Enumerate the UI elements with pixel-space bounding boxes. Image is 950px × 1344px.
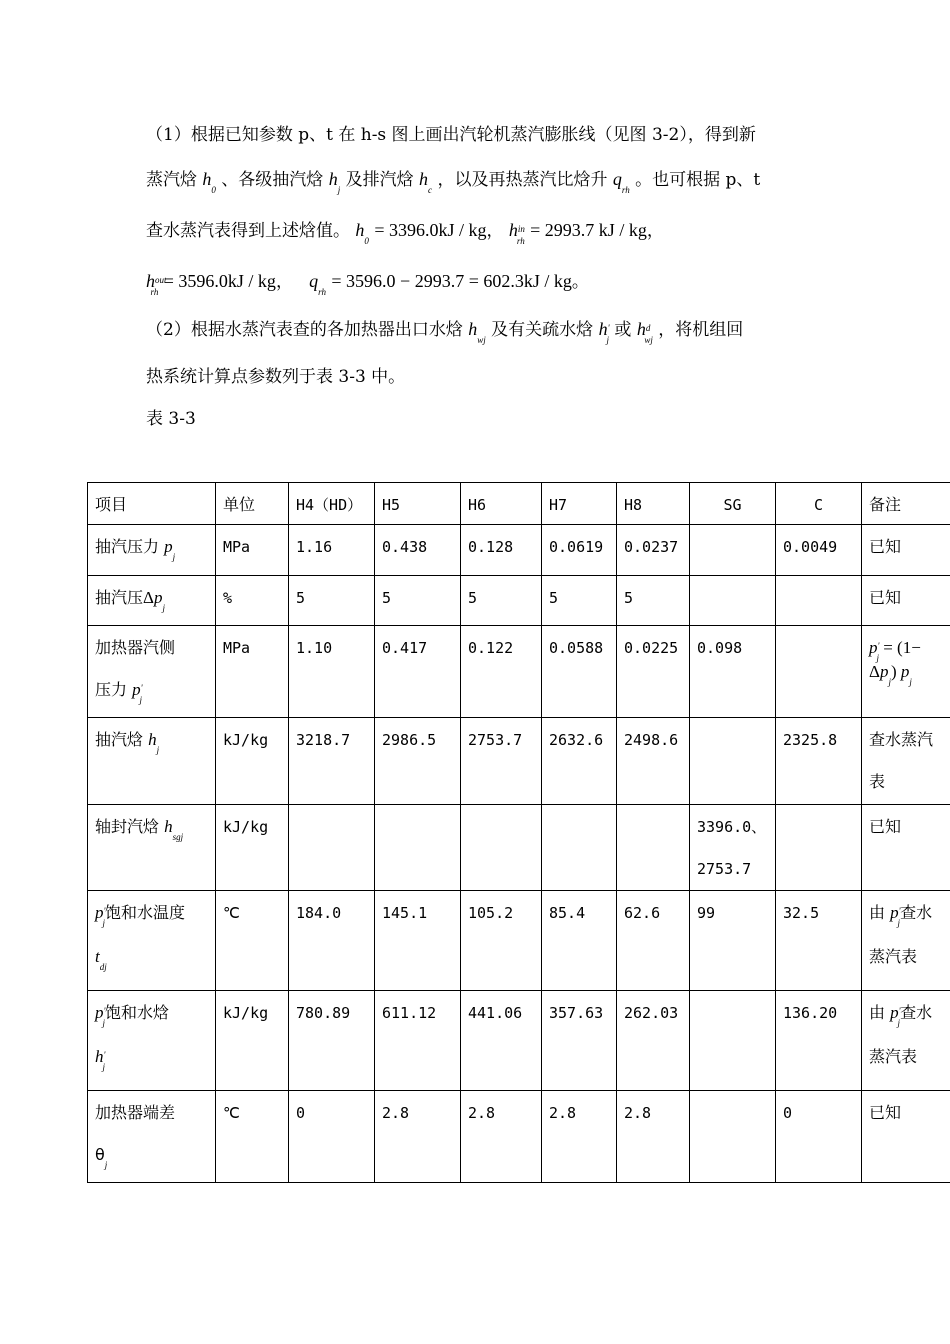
symbol-hwj: $h_{wj}$ bbox=[468, 319, 486, 345]
symbol-qrh: $q_{rh}$ bbox=[309, 271, 326, 297]
table-header-row bbox=[88, 483, 950, 525]
cell: 5 bbox=[542, 576, 617, 626]
paragraph-1-line-3: 查水蒸汽表得到上述焓值。 $h_0 = 3396.0kJ$ / kg， $h^{in}_{rh} = 2993.7$ kJ / kg， bbox=[146, 220, 664, 246]
cell: 0 bbox=[289, 1091, 375, 1183]
row-item: 加热器端差 $\theta_j$ bbox=[88, 1091, 216, 1183]
cell bbox=[690, 1091, 776, 1183]
header-h6: H6 bbox=[461, 483, 542, 525]
row-item: 抽汽压力 $p_j$ bbox=[88, 525, 216, 576]
text-fragment: （2）根据水蒸汽表查的各加热器出口水焓 bbox=[146, 320, 463, 340]
cell: 2.8 bbox=[375, 1091, 461, 1183]
cell bbox=[289, 805, 375, 891]
row-note: 已知 bbox=[862, 805, 950, 891]
paragraph-2-line-1 bbox=[146, 318, 926, 343]
cell: 105.2 bbox=[461, 891, 542, 991]
text-fragment: 蒸汽焓 bbox=[146, 170, 197, 190]
cell bbox=[776, 805, 862, 891]
cell: 357.63 bbox=[542, 991, 617, 1091]
cell: 780.89 bbox=[289, 991, 375, 1091]
row-note: $p'_j = (1-$ $\Delta p_j$) $p_j$ bbox=[862, 626, 950, 718]
cell bbox=[690, 576, 776, 626]
cell: 136.20 bbox=[776, 991, 862, 1091]
row-unit: MPa bbox=[216, 525, 289, 576]
row-note: 已知 bbox=[862, 525, 950, 576]
cell: 99 bbox=[690, 891, 776, 991]
cell: 2325.8 bbox=[776, 718, 862, 805]
cell: 0.417 bbox=[375, 626, 461, 718]
cell: 0.122 bbox=[461, 626, 542, 718]
row-note: 已知 bbox=[862, 576, 950, 626]
cell: 2986.5 bbox=[375, 718, 461, 805]
table-row bbox=[88, 576, 950, 626]
header-c: C bbox=[776, 483, 862, 525]
paragraph-2-line-2: 热系统计算点参数列于表 3-3 中。 bbox=[146, 367, 406, 387]
paragraph-1-line-2 bbox=[146, 168, 926, 193]
equation-hrh-out: = 3596.0kJ / kg bbox=[163, 271, 276, 291]
text-fragment: 或 bbox=[614, 320, 632, 340]
row-unit: ℃ bbox=[216, 1091, 289, 1183]
header-sg: SG bbox=[690, 483, 776, 525]
symbol-hrh-in: $h^{in}_{rh}$ bbox=[508, 220, 525, 246]
row-unit: kJ/kg bbox=[216, 805, 289, 891]
cell: 262.03 bbox=[617, 991, 690, 1091]
table-row bbox=[88, 1091, 950, 1183]
row-unit: kJ/kg bbox=[216, 991, 289, 1091]
cell bbox=[776, 576, 862, 626]
symbol-hrh-out: $h^{out}_{rh}$ bbox=[146, 271, 167, 297]
cell: 2632.6 bbox=[542, 718, 617, 805]
row-unit: ℃ bbox=[216, 891, 289, 991]
header-note: 备注 bbox=[862, 483, 950, 525]
cell: 0.0225 bbox=[617, 626, 690, 718]
table-row bbox=[88, 626, 950, 718]
symbol-hj-prime: $h'_j$ bbox=[598, 319, 610, 345]
header-item: 项目 bbox=[88, 483, 216, 525]
cell: 2.8 bbox=[617, 1091, 690, 1183]
cell: 0.128 bbox=[461, 525, 542, 576]
cell: 1.10 bbox=[289, 626, 375, 718]
cell bbox=[690, 718, 776, 805]
cell bbox=[617, 805, 690, 891]
text-fragment: 及有关疏水焓 bbox=[491, 320, 594, 340]
row-note: 由 $p'_j$查水 蒸汽表 bbox=[862, 991, 950, 1091]
row-item: 抽汽压$\Delta p_j$ bbox=[88, 576, 216, 626]
cell bbox=[776, 626, 862, 718]
symbol-hc: $h_c$ bbox=[419, 169, 433, 195]
row-note: 查水蒸汽 表 bbox=[862, 718, 950, 805]
paragraph-1-line-4: $h^{out}_{rh} = 3596.0kJ$ / kg， $q_{rh} = 3596.0 - 2993.7 = 602.3kJ$ / kg。 bbox=[146, 271, 589, 297]
cell: 85.4 bbox=[542, 891, 617, 991]
equation-hrh-in: = 2993.7 kJ / kg bbox=[530, 220, 647, 240]
equation-qrh: = 3596.0 − 2993.7 = 602.3kJ / kg bbox=[331, 271, 572, 291]
row-unit: MPa bbox=[216, 626, 289, 718]
header-h7: H7 bbox=[542, 483, 617, 525]
text-fragment: ，将机组回 bbox=[658, 320, 744, 340]
cell: 1.16 bbox=[289, 525, 375, 576]
row-unit: kJ/kg bbox=[216, 718, 289, 805]
symbol-hj: $h_j$ bbox=[328, 169, 341, 195]
cell: 2498.6 bbox=[617, 718, 690, 805]
table-row bbox=[88, 718, 950, 805]
cell: 0.0237 bbox=[617, 525, 690, 576]
cell: 3396.0、 2753.7 bbox=[690, 805, 776, 891]
cell: 2.8 bbox=[461, 1091, 542, 1183]
cell: 0 bbox=[776, 1091, 862, 1183]
cell: 5 bbox=[289, 576, 375, 626]
cell: 2.8 bbox=[542, 1091, 617, 1183]
cell: 2753.7 bbox=[461, 718, 542, 805]
cell: 441.06 bbox=[461, 991, 542, 1091]
cell: 5 bbox=[617, 576, 690, 626]
cell: 0.098 bbox=[690, 626, 776, 718]
cell: 0.0049 bbox=[776, 525, 862, 576]
row-item: $p'_j$饱和水温度 $t_{dj}$ bbox=[88, 891, 216, 991]
cell: 62.6 bbox=[617, 891, 690, 991]
cell: 5 bbox=[461, 576, 542, 626]
cell: 3218.7 bbox=[289, 718, 375, 805]
row-item: 抽汽焓 $h_j$ bbox=[88, 718, 216, 805]
cell: 0.0619 bbox=[542, 525, 617, 576]
cell: 0.438 bbox=[375, 525, 461, 576]
cell: 184.0 bbox=[289, 891, 375, 991]
text-fragment: 及排汽焓 bbox=[345, 170, 414, 190]
table-caption: 表 3-3 bbox=[146, 409, 196, 429]
cell: 0.0588 bbox=[542, 626, 617, 718]
text-fragment: 查水蒸汽表得到上述焓值。 bbox=[146, 221, 350, 241]
row-note: 由 $p'_j$查水 蒸汽表 bbox=[862, 891, 950, 991]
text-fragment: ，以及再热蒸汽比焓升 bbox=[437, 170, 608, 190]
text-fragment: 、各级抽汽焓 bbox=[221, 170, 324, 190]
symbol-h0: $h_0$ bbox=[202, 169, 216, 195]
header-h5: H5 bbox=[375, 483, 461, 525]
table-row bbox=[88, 525, 950, 576]
table-row bbox=[88, 805, 950, 891]
symbol-qrh: $q_{rh}$ bbox=[612, 169, 630, 195]
cell: 32.5 bbox=[776, 891, 862, 991]
text-fragment: 。也可根据 p、t bbox=[635, 170, 761, 190]
symbol-h0: $h_0$ bbox=[355, 220, 369, 246]
symbol-hd-wj: $h^d_{wj}$ bbox=[636, 319, 653, 345]
equation-h0: = 3396.0kJ / kg bbox=[374, 220, 487, 240]
cell bbox=[542, 805, 617, 891]
cell: 611.12 bbox=[375, 991, 461, 1091]
header-unit: 单位 bbox=[216, 483, 289, 525]
header-h8: H8 bbox=[617, 483, 690, 525]
cell: 5 bbox=[375, 576, 461, 626]
row-item: 加热器汽侧 压力 $p'_j$ bbox=[88, 626, 216, 718]
header-h4: H4（HD） bbox=[289, 483, 375, 525]
paragraph-1-line-1: （1）根据已知参数 p、t 在 h-s 图上画出汽轮机蒸汽膨胀线（见图 3-2），得到新 bbox=[146, 125, 756, 145]
cell: 145.1 bbox=[375, 891, 461, 991]
cell bbox=[690, 991, 776, 1091]
row-item: 轴封汽焓 $h_{sgj}$ bbox=[88, 805, 216, 891]
row-unit: % bbox=[216, 576, 289, 626]
row-note: 已知 bbox=[862, 1091, 950, 1183]
cell bbox=[375, 805, 461, 891]
table-row bbox=[88, 891, 950, 991]
cell bbox=[461, 805, 542, 891]
table-row bbox=[88, 991, 950, 1091]
row-item: $p'_j$饱和水焓 $h'_j$ bbox=[88, 991, 216, 1091]
cell bbox=[690, 525, 776, 576]
parameter-table bbox=[87, 482, 950, 1183]
